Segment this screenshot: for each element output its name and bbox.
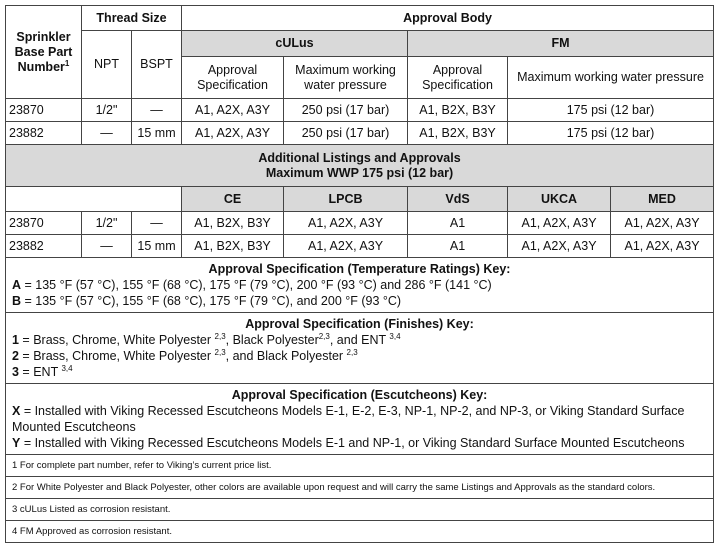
part-number-header-text: Sprinkler Base Part Number bbox=[14, 29, 73, 74]
npt-cell: — bbox=[82, 122, 132, 145]
culus-pressure-cell: 250 psi (17 bar) bbox=[284, 99, 408, 122]
escutcheons-key bbox=[6, 384, 714, 455]
npt-header: NPT bbox=[82, 31, 132, 99]
footnote-2: 2 For White Polyester and Black Polyester, other colors are available upon request and will carry the same Listings and Approvals as the standard colors. bbox=[6, 477, 714, 499]
part-number-cell: 23870 bbox=[6, 99, 82, 122]
npt-cell: — bbox=[82, 235, 132, 258]
vds-cell: A1 bbox=[408, 212, 508, 235]
finishes-key-1 bbox=[12, 332, 707, 348]
culus-header: cULus bbox=[182, 31, 408, 57]
ce-header: CE bbox=[182, 187, 284, 212]
approval-body-header: Approval Body bbox=[182, 6, 714, 31]
culus-pressure-cell: 250 psi (17 bar) bbox=[284, 122, 408, 145]
additional-listings-title: Additional Listings and Approvals bbox=[258, 150, 461, 165]
key-letter: B bbox=[12, 294, 22, 308]
footnote-ref: 2,3 bbox=[318, 332, 330, 341]
finishes-key-title: Approval Specification (Finishes) Key: bbox=[245, 317, 474, 331]
approval-table bbox=[5, 5, 714, 543]
fm-spec-cell: A1, B2X, B3Y bbox=[408, 99, 508, 122]
fm-pressure-cell: 175 psi (12 bar) bbox=[508, 99, 714, 122]
temperature-key-a bbox=[12, 277, 707, 293]
npt-cell: 1/2" bbox=[82, 99, 132, 122]
table-row bbox=[6, 212, 714, 235]
key-letter: Y bbox=[12, 436, 21, 450]
key-text: = Installed with Viking Recessed Escutcheons Models E-1 and NP-1, or Viking Standard Surface Mounted Escutcheons bbox=[20, 436, 685, 450]
med-cell: A1, A2X, A3Y bbox=[611, 235, 714, 258]
vds-cell: A1 bbox=[408, 235, 508, 258]
footnote-ref: 2,3 bbox=[214, 348, 226, 357]
part-number-footnote-ref: 1 bbox=[64, 58, 70, 68]
culus-spec-cell: A1, A2X, A3Y bbox=[182, 99, 284, 122]
footnote-ref: 3,4 bbox=[61, 364, 73, 373]
table-row bbox=[6, 122, 714, 145]
ce-cell: A1, B2X, B3Y bbox=[182, 212, 284, 235]
temperature-key-b bbox=[12, 293, 707, 309]
finishes-key-2 bbox=[12, 348, 707, 364]
bspt-cell: — bbox=[132, 99, 182, 122]
bspt-cell: 15 mm bbox=[132, 235, 182, 258]
key-text: = ENT bbox=[18, 365, 62, 379]
culus-spec-header: Approval Specification bbox=[182, 57, 284, 99]
escutcheons-key-x bbox=[12, 403, 707, 435]
footnote-4: 4 FM Approved as corrosion resistant. bbox=[6, 521, 714, 543]
temperature-key-title: Approval Specification (Temperature Ratings) Key: bbox=[208, 262, 511, 276]
escutcheons-key-title: Approval Specification (Escutcheons) Key: bbox=[231, 388, 488, 402]
key-text: = 135 °F (57 °C), 155 °F (68 °C), 175 °F (79 °C), and 200 °F (93 °C) bbox=[21, 294, 402, 308]
part-number-cell: 23882 bbox=[6, 122, 82, 145]
finishes-key-3 bbox=[12, 364, 707, 380]
fm-spec-cell: A1, B2X, B3Y bbox=[408, 122, 508, 145]
table-row bbox=[6, 235, 714, 258]
key-number: 3 bbox=[12, 365, 19, 379]
finishes-key bbox=[6, 313, 714, 384]
ukca-cell: A1, A2X, A3Y bbox=[508, 212, 611, 235]
footnote-ref: 3,4 bbox=[389, 332, 401, 341]
key-text: = Installed with Viking Recessed Escutcheons Models E-1, E-2, E-3, NP-1, NP-2, and NP-3, or Viking Standard Surface Mounted Escutcheons bbox=[12, 404, 685, 434]
footnote-ref: 2,3 bbox=[214, 332, 226, 341]
footnote-1: 1 For complete part number, refer to Viking’s current price list. bbox=[6, 455, 714, 477]
key-text: , Black Polyester bbox=[225, 333, 319, 347]
med-cell: A1, A2X, A3Y bbox=[611, 212, 714, 235]
key-number: 1 bbox=[12, 333, 19, 347]
npt-cell: 1/2" bbox=[82, 212, 132, 235]
key-letter: A bbox=[12, 278, 22, 292]
ukca-header: UKCA bbox=[508, 187, 611, 212]
table-row bbox=[6, 99, 714, 122]
footnote-ref: 2,3 bbox=[346, 348, 358, 357]
bspt-header: BSPT bbox=[132, 31, 182, 99]
escutcheons-key-y bbox=[12, 435, 707, 451]
part-number-header bbox=[6, 6, 82, 99]
fm-pressure-cell: 175 psi (12 bar) bbox=[508, 122, 714, 145]
vds-header: VdS bbox=[408, 187, 508, 212]
thread-size-header: Thread Size bbox=[82, 6, 182, 31]
lpcb-header: LPCB bbox=[284, 187, 408, 212]
footnote-3: 3 cULus Listed as corrosion resistant. bbox=[6, 499, 714, 521]
key-text: = Brass, Chrome, White Polyester bbox=[18, 349, 215, 363]
lpcb-cell: A1, A2X, A3Y bbox=[284, 212, 408, 235]
ukca-cell: A1, A2X, A3Y bbox=[508, 235, 611, 258]
blank-header-cell bbox=[6, 187, 182, 212]
culus-spec-cell: A1, A2X, A3Y bbox=[182, 122, 284, 145]
key-text: = 135 °F (57 °C), 155 °F (68 °C), 175 °F (79 °C), 200 °F (93 °C) and 286 °F (141 °C) bbox=[21, 278, 492, 292]
med-header: MED bbox=[611, 187, 714, 212]
bspt-cell: — bbox=[132, 212, 182, 235]
ce-cell: A1, B2X, B3Y bbox=[182, 235, 284, 258]
fm-pressure-header: Maximum working water pressure bbox=[508, 57, 714, 99]
additional-listings-max-wwp: Maximum WWP 175 psi (12 bar) bbox=[265, 165, 454, 180]
key-number: 2 bbox=[12, 349, 19, 363]
bspt-cell: 15 mm bbox=[132, 122, 182, 145]
additional-listings-header bbox=[6, 145, 714, 187]
lpcb-cell: A1, A2X, A3Y bbox=[284, 235, 408, 258]
fm-header: FM bbox=[408, 31, 714, 57]
key-text: , and ENT bbox=[329, 333, 390, 347]
part-number-cell: 23882 bbox=[6, 235, 82, 258]
approval-table-container bbox=[5, 5, 713, 543]
fm-spec-header: Approval Specification bbox=[408, 57, 508, 99]
key-text: , and Black Polyester bbox=[225, 349, 347, 363]
key-letter: X bbox=[12, 404, 21, 418]
part-number-cell: 23870 bbox=[6, 212, 82, 235]
key-text: = Brass, Chrome, White Polyester bbox=[18, 333, 215, 347]
culus-pressure-header: Maximum working water pressure bbox=[284, 57, 408, 99]
temperature-key bbox=[6, 258, 714, 313]
